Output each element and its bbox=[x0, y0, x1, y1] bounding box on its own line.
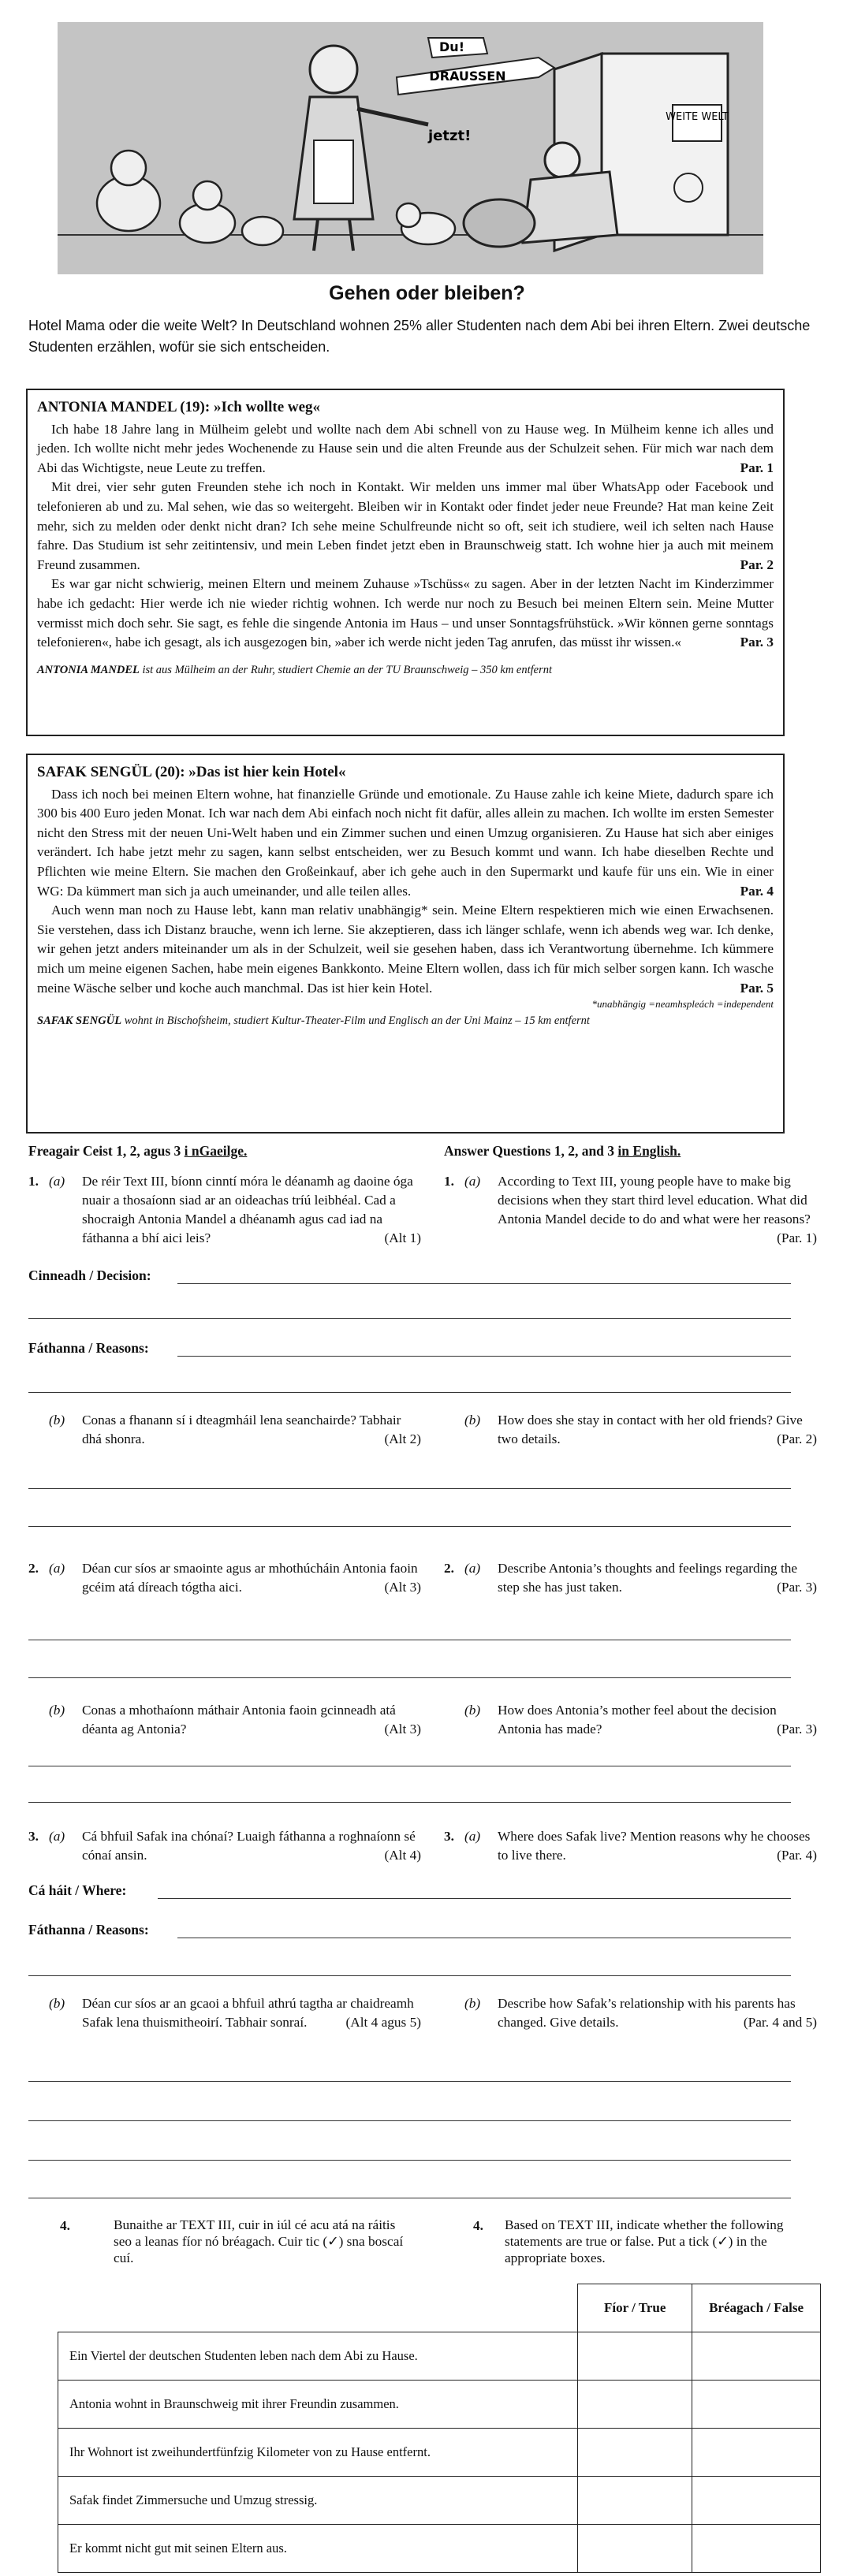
answer-line[interactable] bbox=[28, 1392, 791, 1393]
q2b-irish: (b) Conas a mhothaíonn máthair Antonia faoin gcinneadh atá déanta ag Antonia? (Alt 3) bbox=[49, 1703, 421, 1737]
true-checkbox[interactable] bbox=[578, 2332, 692, 2381]
answer-line[interactable] bbox=[158, 1898, 791, 1899]
intro-text: Hotel Mama oder die weite Welt? In Deutschland wohnen 25% aller Studenten nach dem Abi bei ihren Eltern. Zwei deutsche Studenten erzählen, wofür sie sich entscheiden. bbox=[28, 318, 811, 355]
q3a-english: 3. (a) Where does Safak live? Mention reasons why he chooses to live there. (Par. 4) bbox=[444, 1829, 817, 1863]
statement-cell: Antonia wohnt in Braunschweig mit ihrer Freundin zusammen. bbox=[58, 2381, 578, 2429]
table-row bbox=[58, 2525, 821, 2573]
q3b-irish: (b) Déan cur síos ar an gcaoi a bhfuil athrú tagtha ar chaidreamh Safak lena thuismitheoirí. Tabhair sonraí. (Alt 4 agus 5) bbox=[49, 1996, 421, 2030]
q4-irish: 4. Bunaithe ar TEXT III, cuir in iúl cé acu atá na ráitis seo a leanas fíor nó bréagach. Cuir tic (✓) sna boscaí cuí. bbox=[60, 2217, 404, 2265]
text-box-safak bbox=[26, 754, 785, 1134]
q3b-english: (b) Describe how Safak’s relationship with his parents has changed. Give details. (Par. 4 and 5) bbox=[464, 1996, 817, 2030]
label-reasons: Fáthanna / Reasons: bbox=[28, 1340, 149, 1356]
answer-line[interactable] bbox=[177, 1356, 791, 1357]
label-decision: Cinneadh / Decision: bbox=[28, 1268, 151, 1283]
statement-cell: Safak findet Zimmersuche und Umzug stressig. bbox=[58, 2477, 578, 2525]
true-false-table bbox=[58, 2284, 821, 2573]
illustration bbox=[58, 22, 763, 274]
par-label: Par. 5 bbox=[740, 980, 774, 996]
answer-line[interactable] bbox=[28, 2120, 791, 2121]
statement-cell: Er kommt nicht gut mit seinen Eltern aus. bbox=[58, 2525, 578, 2573]
true-checkbox[interactable] bbox=[578, 2381, 692, 2429]
q2a-irish: 2. (a) Déan cur síos ar smaointe agus ar mhothúcháin Antonia faoin gcéim atá díreach tógtha aici. (Alt 3) bbox=[28, 1561, 421, 1595]
table-row bbox=[58, 2477, 821, 2525]
paragraph-3: Es war gar nicht schwierig, meinen Eltern und meinem Zuhause »Tschüss« zu sagen. Aber in der letzten Nacht im Kinderzimmer habe ich gedacht: Hier werde ich nie wieder richtig wohnen. Ich werde nur noch zu Besuch bei meinen Eltern sein. Meine Mutter vermisst mich doch sehr. Sie sagt, es fehle die singende Antonia im Haus – und unser Sonntagsfrühstück. »Wir können gerne sonntags telefonieren«, habe ich gesagt, als ich ausgezogen bin, »aber ich werde nicht jeden Tag anrufen, das müsst ihr wissen.« Par. 3 bbox=[37, 575, 774, 652]
column-false: Bréagach / False bbox=[692, 2284, 821, 2332]
q1b-english: (b) How does she stay in contact with her old friends? Give two details. (Par. 2) bbox=[464, 1413, 817, 1446]
q2a-english: 2. (a) Describe Antonia’s thoughts and feelings regarding the step she has just taken. (Par. 3) bbox=[444, 1561, 817, 1595]
statement-cell: Ein Viertel der deutschen Studenten leben nach dem Abi zu Hause. bbox=[58, 2332, 578, 2381]
answer-line[interactable] bbox=[28, 1488, 791, 1489]
paragraph-5: Auch wenn man noch zu Hause lebt, kann man relativ unabhängig* sein. Meine Eltern respektieren mich wie einen Erwachsenen. Sie verstehen, dass ich Distanz brauche, wenn ich lerne. Sie akzeptieren, dass ich länger schlafe, wenn ich abends weg war. Ich denke, wir gehen jetzt anders miteinander um als in der Schulzeit, weil sie gesehen haben, dass ich Verantwortung übernehme. Ich kümmere mich um meine eigenen Sachen, habe mein eigenes Bankkonto. Meine Eltern wollen, dass ich für mich selber sorgen kann. Ich wasche meine Wäsche selber und koche auch manchmal. Das ist hier kein Hotel. Par. 5 bbox=[37, 901, 774, 998]
false-checkbox[interactable] bbox=[692, 2477, 821, 2525]
text-heading-safak: SAFAK SENGÜL (20): »Das ist hier kein Hotel« bbox=[37, 764, 346, 780]
answer-line[interactable] bbox=[28, 1802, 791, 1803]
q1a-english: 1. (a) According to Text III, young people have to make big decisions when they start third level education. What did Antonia Mandel decide to do and what were her reasons? (Par. 1) bbox=[444, 1174, 817, 1245]
q1a-irish: 1. (a) De réir Text III, bíonn cinntí móra le déanamh ag daoine óga nuair a thosaíonn siad ar an oideachas tríú leibhéal. Cad a shocraigh Antonia Mandel a dhéanamh agus cad iad na fáthanna a bhí aici leis? (Alt 1) bbox=[28, 1174, 421, 1245]
answer-line[interactable] bbox=[28, 1677, 791, 1678]
statement-cell: Ihr Wohnort ist zweihundertfünfzig Kilometer von zu Hause entfernt. bbox=[58, 2429, 578, 2477]
table-row bbox=[58, 2381, 821, 2429]
answer-line[interactable] bbox=[177, 1283, 791, 1284]
q4-english: 4. Based on TEXT III, indicate whether the following statements are true or false. Put a tick (✓) in the appropriate boxes. bbox=[473, 2217, 784, 2265]
false-checkbox[interactable] bbox=[692, 2332, 821, 2381]
par-label: Par. 2 bbox=[740, 557, 774, 572]
table-header-row bbox=[58, 2284, 821, 2332]
author-note-antonia: ANTONIA MANDEL ist aus Mülheim an der Ruhr, studiert Chemie an der TU Braunschweig – 350 km entfernt bbox=[37, 663, 553, 676]
answer-line[interactable] bbox=[28, 2081, 791, 2082]
text-heading-antonia: ANTONIA MANDEL (19): »Ich wollte weg« bbox=[37, 399, 321, 415]
q2b-english: (b) How does Antonia’s mother feel about the decision Antonia has made? (Par. 3) bbox=[464, 1703, 817, 1737]
q1b-irish: (b) Conas a fhanann sí i dteagmháil lena seanchairde? Tabhair dhá shonra. (Alt 2) bbox=[49, 1413, 421, 1446]
true-checkbox[interactable] bbox=[578, 2477, 692, 2525]
answer-line[interactable] bbox=[28, 1975, 791, 1976]
answer-line[interactable] bbox=[28, 2160, 791, 2161]
table-header-blank bbox=[58, 2284, 578, 2332]
label-where: Cá háit / Where: bbox=[28, 1882, 127, 1898]
false-checkbox[interactable] bbox=[692, 2381, 821, 2429]
answer-line[interactable] bbox=[28, 1526, 791, 1527]
paragraph-2: Mit drei, vier sehr guten Freunden stehe ich noch in Kontakt. Wir melden uns immer mal über WhatsApp oder Facebook und telefonieren ab und zu. Mal sehen, wie das so weitergeht. Bleiben wir in Kontakt oder findet jeder neue Freunde? Hat man keine Zeit mehr, sich zu melden oder denkt nicht dran? Ich sehe meine Schulfreunde nicht so oft, seit ich studiere, weil ich selten nach Hause fahre. Das Studium ist sehr zeitintensiv, und mein Leben findet jetzt eben in Braunschweig statt. Ich wohne hier ja auch mit meinem Freund zusammen. Par. 2 bbox=[37, 478, 774, 575]
page-title: Gehen oder bleiben? bbox=[329, 282, 525, 304]
instruction-english: Answer Questions 1, 2, and 3 in English. bbox=[444, 1143, 681, 1159]
author-note-safak: SAFAK SENGÜL wohnt in Bischofsheim, studiert Kultur-Theater-Film und Englisch an der Uni Mainz – 15 km entfernt bbox=[37, 1014, 590, 1028]
instruction-irish: Freagair Ceist 1, 2, agus 3 i nGaeilge. bbox=[28, 1143, 248, 1159]
sign-du: Du! bbox=[439, 39, 464, 54]
sign-draussen: DRAUSSEN bbox=[429, 69, 506, 84]
label-reasons: Fáthanna / Reasons: bbox=[28, 1922, 149, 1938]
true-checkbox[interactable] bbox=[578, 2429, 692, 2477]
par-label: Par. 3 bbox=[740, 635, 774, 650]
sign-weite-welt: WEITE WELT bbox=[666, 111, 729, 123]
text-box-antonia bbox=[26, 389, 785, 736]
table-row bbox=[58, 2429, 821, 2477]
paragraph-4: Dass ich noch bei meinen Eltern wohne, hat finanzielle Gründe und emotionale. Zu Hause zahle ich keine Miete, dadurch spare ich 300 bis 400 Euro jeden Monat. Ich war nach dem Abi einfach noch nicht fit dafür, alles allein zu machen. Ich wollte im ersten Semester nicht den Stress mit der neuen Uni-Welt haben und ein Zimmer suchen und einen Umzug organisieren. Zu Hause hat sich aber einiges verändert. Ich habe jetzt mehr zu sagen, kann selbst entscheiden, wer zu Besuch kommt und wann. Ich habe dieselben Rechte und Pflichten wie meine Eltern. Sie machen den Großeinkauf, aber ich gehe auch in den Supermarkt und kaufe für uns ein. Wie in einer WG: Da kümmert man sich ja auch umeinander, und alle teilen alles. Par. 4 bbox=[37, 785, 774, 902]
paragraph-1: Ich habe 18 Jahre lang in Mülheim gelebt und wollte nach dem Abi schnell von zu Hause weg. In Mülheim kenne ich alles und jeden. Ich wollte nicht mehr jedes Wochenende zu Hause sein und die alten Freunde aus der Schulzeit sehen. Für mich war nach dem Abi das Wichtigste, neue Leute zu treffen. Par. 1 bbox=[37, 420, 774, 478]
column-true: Fíor / True bbox=[578, 2284, 692, 2332]
par-label: Par. 1 bbox=[740, 460, 774, 475]
q3a-irish: 3. (a) Cá bhfuil Safak ina chónaí? Luaigh fáthanna a roghnaíonn sé cónaí ansin. (Alt 4) bbox=[28, 1829, 421, 1863]
false-checkbox[interactable] bbox=[692, 2429, 821, 2477]
table-row bbox=[58, 2332, 821, 2381]
glossary-note: *unabhängig =neamhspleách =independent bbox=[591, 998, 774, 1011]
false-checkbox[interactable] bbox=[692, 2525, 821, 2573]
true-checkbox[interactable] bbox=[578, 2525, 692, 2573]
sign-jetzt: jetzt! bbox=[428, 128, 472, 144]
par-label: Par. 4 bbox=[740, 883, 774, 899]
cartoon-drawing bbox=[58, 22, 763, 274]
answer-line[interactable] bbox=[28, 1318, 791, 1319]
